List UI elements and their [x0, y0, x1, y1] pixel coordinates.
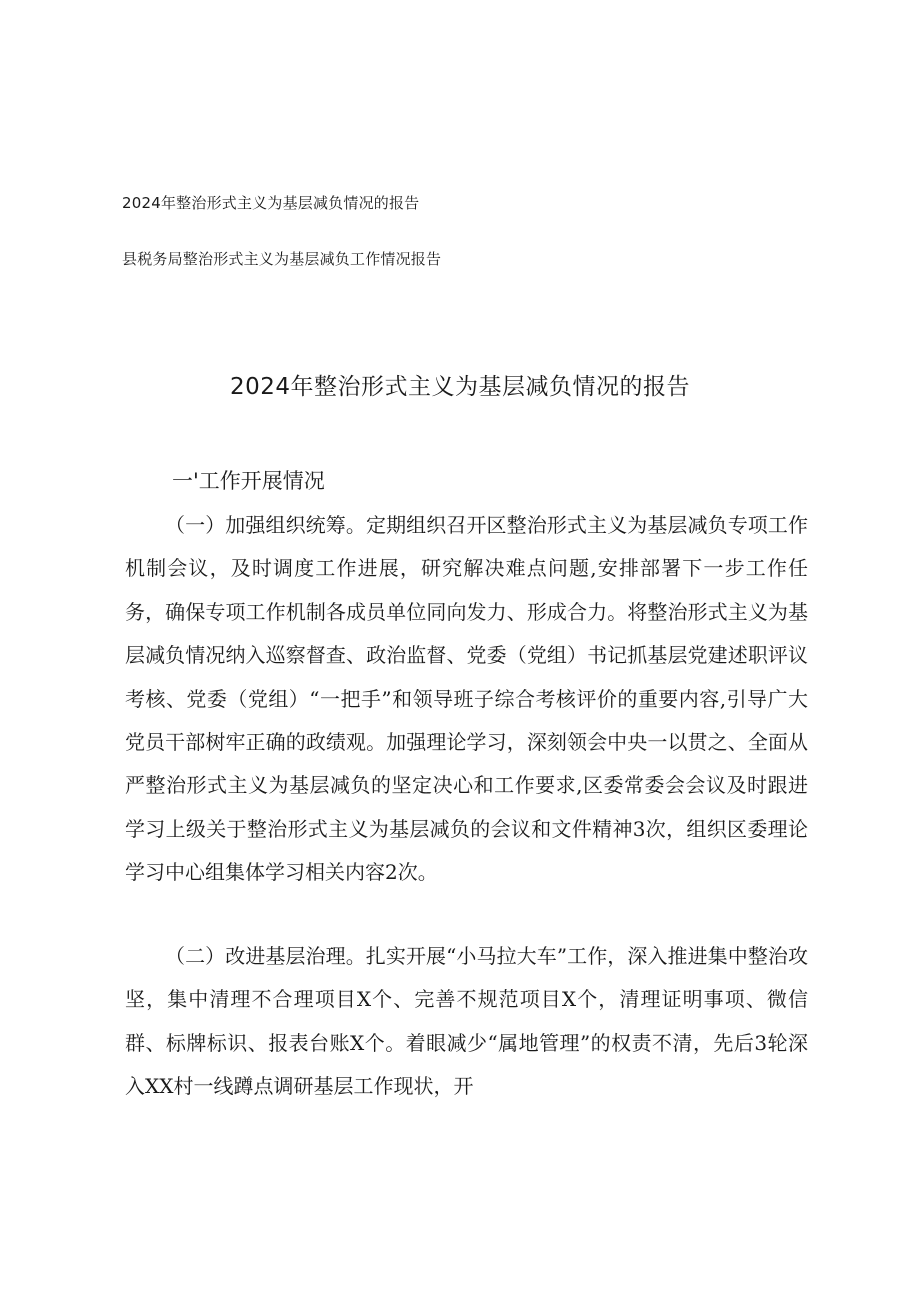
toc-entry-1: 2024年整治形式主义为基层减负情况的报告 [122, 194, 420, 212]
section-heading: 一'工作开展情况 [172, 469, 325, 493]
document-title: 2024年整治形式主义为基层减负情况的报告 [229, 374, 691, 400]
toc-entry-2: 县税务局整治形式主义为基层减负工作情况报告 [122, 250, 442, 268]
body-paragraph-1: （一）加强组织统筹。定期组织召开区整治形式主义为基层减负专项工作机制会议，及时调度工作进展，研究解决难点问题,安排部署下一步工作任务，确保专项工作机制各成员单位同向发力、形成合力。将整治形式主义为基层减负情况纳入巡察督查、政治监督、党委（党组）书记抓基层党建述职评议考核、党委（党组）“一把手”和领导班子综合考核评价的重要内容,引导广大党员干部树牢正确的政绩观。加强理论学习，深刻领会中央一以贯之、全面从严整治形式主义为基层减负的坚定决心和工作要求,区委常委会会议及时跟进学习上级关于整治形式主义为基层减负的会议和文件精神3次，组织区委理论学习中心组集体学习相关内容2次。 [125, 513, 808, 885]
body-paragraph-2: （二）改进基层治理。扎实开展“小马拉大车”工作，深入推进集中整治攻坚，集中清理不合理项目X个、完善不规范项目X个，清理证明事项、微信群、标牌标识、报表台账X个。着眼减少“属地管理”的权责不清，先后3轮深入XX村一线蹲点调研基层工作现状，开 [125, 944, 808, 1099]
